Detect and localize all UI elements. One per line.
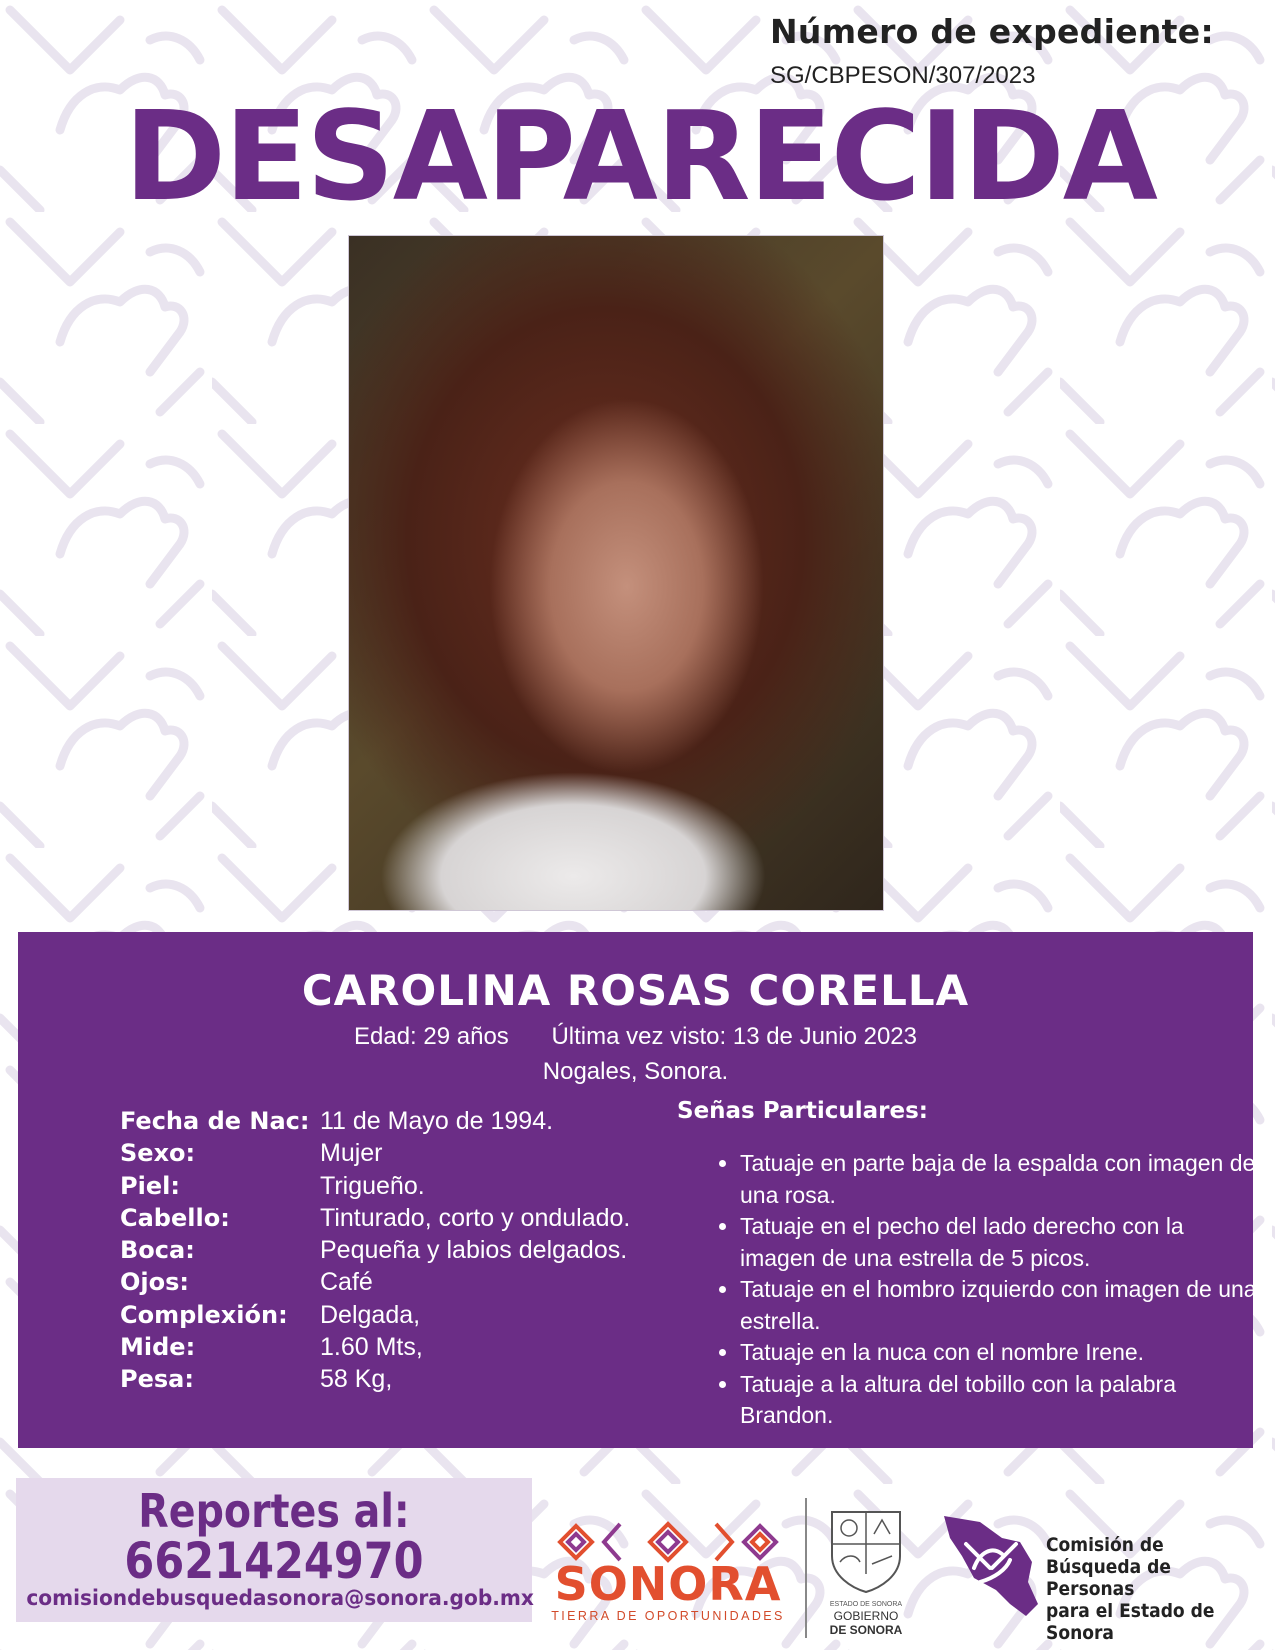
case-number-label: Número de expediente: [770, 12, 1214, 51]
detail-value: Delgada, [320, 1300, 421, 1329]
list-item: • Tatuaje a la altura del tobillo con la palabra Brandon. [740, 1369, 1260, 1432]
detail-row [120, 1268, 690, 1300]
list-item: • Tatuaje en parte baja de la espalda con imagen de una rosa. [740, 1148, 1260, 1211]
commission-line2: Búsqueda de Personas [1046, 1556, 1171, 1600]
commission-name [1046, 1534, 1244, 1644]
person-name: CAROLINA ROSAS CORELLA [301, 966, 970, 1015]
state-seal-icon [824, 1504, 908, 1594]
commission-line3: para el Estado de Sonora [1046, 1600, 1215, 1644]
detail-value: Café [320, 1268, 373, 1297]
person-age: Edad: 29 años [354, 1023, 509, 1050]
list-item: • Tatuaje en la nuca con el nombre Irene. [740, 1337, 1260, 1369]
missing-person-photo [348, 235, 884, 911]
detail-label: Complexión: [120, 1300, 288, 1329]
detail-value: 1.60 Mts, [320, 1333, 423, 1362]
commission-emblem-icon [940, 1508, 1044, 1620]
reports-email[interactable]: comisiondebusquedasonora@sonora.gob.mx [26, 1586, 534, 1610]
detail-row [120, 1172, 690, 1204]
list-item: • Tatuaje en el hombro izquierdo con imagen de una estrella. [740, 1274, 1260, 1337]
detail-value: 58 Kg, [320, 1365, 393, 1394]
person-meta [18, 1023, 1253, 1051]
detail-label: Cabello: [120, 1203, 230, 1232]
detail-label: Pesa: [120, 1365, 194, 1394]
detail-label: Mide: [120, 1333, 196, 1362]
reports-phone[interactable]: 6621424970 [124, 1532, 424, 1590]
person-last-seen: Última vez visto: 13 de Junio 2023 [551, 1023, 917, 1050]
footer-divider [805, 1498, 807, 1638]
government-label [816, 1600, 916, 1637]
detail-row [120, 1365, 690, 1397]
list-item: • Tatuaje en el pecho del lado derecho con la imagen de una estrella de 5 picos. [740, 1211, 1260, 1274]
detail-row [120, 1333, 690, 1365]
distinguishing-marks-list [700, 1148, 1260, 1432]
physical-details [120, 1107, 690, 1398]
detail-label: Sexo: [120, 1139, 196, 1168]
detail-value: Trigueño. [320, 1171, 425, 1200]
gov-line1: GOBIERNO [833, 1609, 899, 1623]
case-number-value: SG/CBPESON/307/2023 [770, 62, 1036, 89]
missing-headline: DESAPARECIDA [123, 86, 1156, 229]
detail-value: Tinturado, corto y ondulado. [320, 1203, 631, 1232]
sonora-wordmark: SONORA [554, 1557, 782, 1611]
detail-row [120, 1139, 690, 1171]
distinguishing-marks-title: Señas Particulares: [677, 1098, 928, 1124]
detail-value: Pequeña y labios delgados. [320, 1236, 628, 1265]
detail-label: Piel: [120, 1171, 180, 1200]
detail-label: Ojos: [120, 1268, 189, 1297]
detail-row [120, 1107, 690, 1139]
detail-row [120, 1204, 690, 1236]
sonora-tagline: TIERRA DE OPORTUNIDADES [551, 1609, 785, 1623]
detail-value: 11 de Mayo de 1994. [320, 1107, 554, 1135]
seal-caption: ESTADO DE SONORA [829, 1601, 903, 1608]
detail-label: Fecha de Nac: [120, 1107, 310, 1135]
detail-row [120, 1236, 690, 1268]
person-place: Nogales, Sonora. [542, 1058, 729, 1085]
detail-label: Boca: [120, 1236, 195, 1265]
gov-line2: DE SONORA [829, 1623, 903, 1637]
reports-title: Reportes al: [138, 1484, 410, 1538]
detail-value: Mujer [320, 1139, 383, 1168]
commission-line1: Comisión de [1046, 1534, 1164, 1556]
detail-row [120, 1301, 690, 1333]
